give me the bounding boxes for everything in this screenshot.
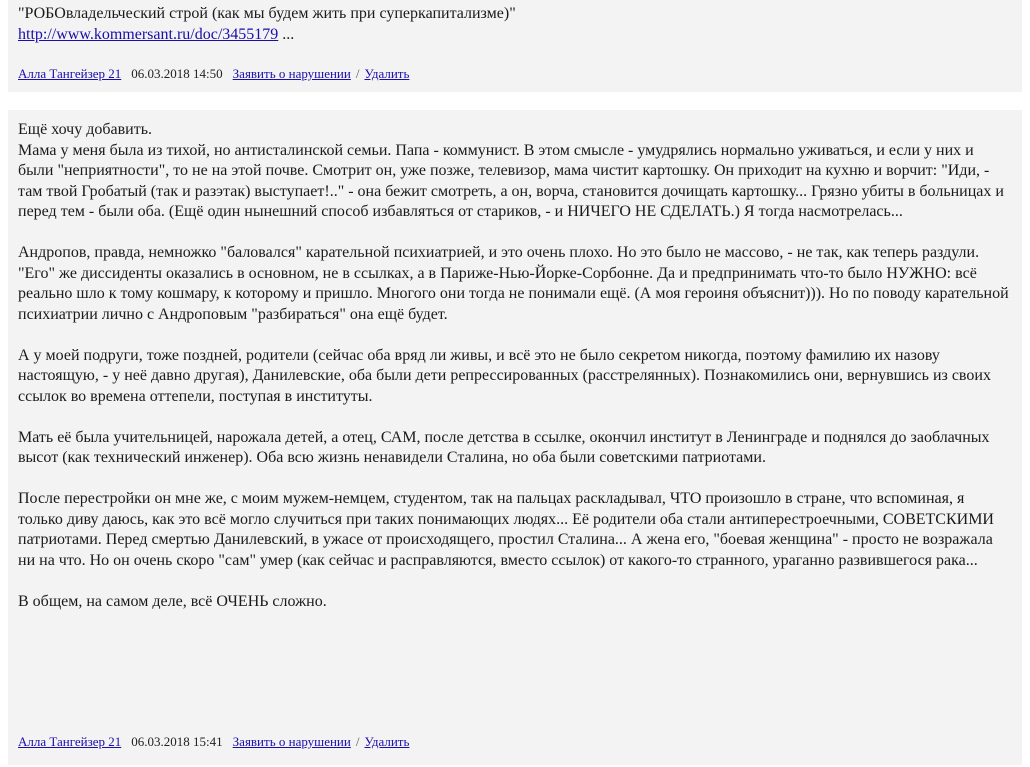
- meta-separator: /: [355, 734, 360, 749]
- comment-date: 06.03.2018 14:50: [131, 66, 223, 81]
- comment-1: [8, 0, 1022, 92]
- author-link[interactable]: Алла Тангейзер 21: [18, 66, 122, 81]
- report-link[interactable]: Заявить о нарушении: [232, 66, 351, 81]
- comment-paragraph: В общем, на самом деле, всё ОЧЕНЬ сложно.: [18, 592, 327, 610]
- comment-paragraph: Андропов, правда, немножко "баловался" карательной психиатрией, и это очень плохо. Но это было не массово, - не так, как теперь раздули. "Его" же диссиденты оказались в основном, не в ссылках, а в Париже-Нью-Йорке-Сорбонне. Да и предпринимать что-то было НУЖНО: всё реально шло к тому кошмару, к которому и пришло. Многого они тогда не понимали ещё. (А моя героиня объяснит))). Но по поводу карательной психиатрии лично с Андроповым "разбираться" она ещё будет.: [18, 244, 1009, 323]
- comment-body: [8, 0, 1022, 45]
- delete-link[interactable]: Удалить: [364, 734, 410, 749]
- comment-date: 06.03.2018 15:41: [131, 734, 223, 749]
- comment-text: "РОБОвладельческий строй (как мы будем жить при суперкапитализме)": [18, 5, 516, 22]
- comment-paragraph: Ещё хочу добавить. Мама у меня была из тихой, но антисталинской семьи. Папа - коммунист. В этом смысле - умудрялись нормально уживаться, и если у них и были "неприятности", то не на этой почве. Смотрит он, уже позже, телевизор, мама чистит картошку. Он приходит на кухню и ворчит: "Иди, - там твой Гробатый (так и разэтак) выступает!.." - она бежит смотреть, а он, ворча, становится дочищать картошку... Грязно убиты в больницах и перед тем - были оба. (Ещё один нынешний способ избавляться от стариков, - и НИЧЕГО НЕ СДЕЛАТЬ.) Я тогда насмотрелась...: [18, 121, 1004, 220]
- comment-2: [8, 110, 1022, 765]
- link-ellipsis: ...: [278, 25, 295, 43]
- author-link[interactable]: Алла Тангейзер 21: [18, 734, 122, 749]
- report-link[interactable]: Заявить о нарушении: [232, 734, 351, 749]
- article-link[interactable]: http://www.kommersant.ru/doc/3455179: [18, 25, 279, 43]
- comment-paragraph: А у моей подруги, тоже поздней, родители (сейчас оба вряд ли живы, и всё это не было секретом никогда, поэтому фамилию их назову настоящую, - у неё давно другая), Данилевские, оба были дети репрессированных (расстрелянных). Познакомились они, вернувшись из своих ссылок во времена оттепели, поступая в институты.: [18, 346, 991, 405]
- comment-body: [8, 110, 1022, 612]
- comment-paragraph: Мать её была учительницей, нарожала детей, а отец, САМ, после детства в ссылке, окончил институт в Ленинграде и поднялся до заоблачных высот (как технический инженер). Оба всю жизнь ненавидели Сталина, но оба были советскими патриотами.: [18, 428, 990, 466]
- comment-link-line: [18, 25, 1010, 46]
- comment-paragraph: После перестройки он мне же, с моим мужем-немцем, студентом, так на пальцах раскладывал, ЧТО произошло в стране, что вспоминая, я только диву даюсь, как это всё могло случиться при таких понимающих людях... Её родители оба стали антиперестроечными, СОВЕТСКИМИ патриотами. Перед смертью Данилевский, в ужасе от происходящего, простил Сталина... А жена его, "боевая женщина" - просто не возражала ни на что. Но он очень скоро "сам" умер (как сейчас и расправляются, вместо ссылок) от какого-то странного, ураганно развившегося рака...: [18, 490, 994, 569]
- comment-meta: [18, 66, 409, 82]
- meta-separator: /: [355, 66, 360, 81]
- delete-link[interactable]: Удалить: [364, 66, 410, 81]
- comment-meta: [18, 734, 409, 750]
